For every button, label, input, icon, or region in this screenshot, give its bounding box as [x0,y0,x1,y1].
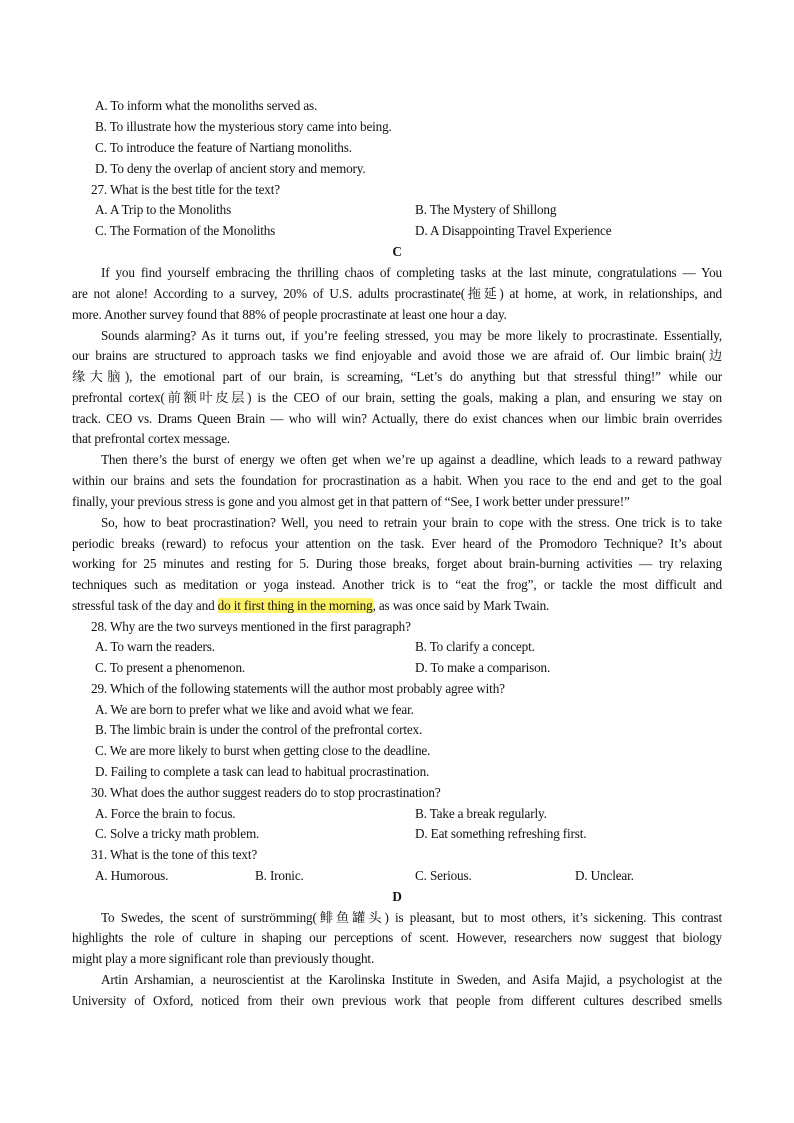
passage-c-line: techniques such as meditation or yoga instead. Another trick is to “eat the frog”, or tackle the most difficult and [72,577,722,592]
q30-option-c: C. Solve a tricky math problem. [95,826,260,841]
q30-option-b: B. Take a break regularly. [415,806,547,821]
q31-option-b: B. Ironic. [255,868,304,883]
q31-option-d: D. Unclear. [575,868,634,883]
passage-d-line: Artin Arshamian, a neuroscientist at the Karolinska Institute in Sweden, and Asifa Majid, a psychologist at the [101,972,722,987]
q30-question: 30. What does the author suggest readers do to stop procrastination? [91,785,441,800]
q29-option-d: D. Failing to complete a task can lead to habitual procrastination. [95,764,430,779]
passage-c-line: working for 25 minutes and resting for 5. During those breaks, forget about brain-burning activities — try relaxing [72,556,722,571]
passage-c-line: are not alone! According to a survey, 20% of U.S. adults procrastinate(拖延) at home, at work, in relationships, and [72,286,722,301]
passage-c-text: , as was once said by Mark Twain. [372,598,550,613]
q28-option-b: B. To clarify a concept. [415,639,535,654]
q26-option-a: A. To inform what the monoliths served as. [95,98,318,113]
q29-option-c: C. We are more likely to burst when getting close to the deadline. [95,743,431,758]
q31-question: 31. What is the tone of this text? [91,847,258,862]
q28-option-a: A. To warn the readers. [95,639,215,654]
q27-option-a: A. A Trip to the Monoliths [95,202,232,217]
section-heading-d: D [392,889,402,904]
q30-option-d: D. Eat something refreshing first. [415,826,587,841]
passage-d-line: University of Oxford, noticed from their own previous work that people from different cultures described smells [72,993,722,1008]
passage-c-line: Sounds alarming? As it turns out, if you’re feeling stressed, you may be more likely to procrastinate. Essentially, [101,328,722,343]
passage-c-line: finally, your previous stress is gone and you almost get in that pattern of “See, I work better under pressure!” [72,494,630,509]
q31-option-a: A. Humorous. [95,868,169,883]
passage-c-line: within our brains and sets the foundation for procrastination as a habit. When you race to the end and get to the goal [72,473,722,488]
q28-option-c: C. To present a phenomenon. [95,660,246,675]
passage-c-line: track. CEO vs. Drams Queen Brain — who will win? Actually, there do exist chances when our limbic brain overrides [72,411,722,426]
passage-c-line: our brains are structured to approach tasks we find enjoyable and avoid those we are afraid of. Our limbic brain(边 [72,348,722,363]
q27-option-b: B. The Mystery of Shillong [415,202,557,217]
passage-c-line: So, how to beat procrastination? Well, you need to retrain your brain to cope with the stress. One trick is to take [101,515,722,530]
q26-option-c: C. To introduce the feature of Nartiang monoliths. [95,140,352,155]
q27-option-c: C. The Formation of the Monoliths [95,223,276,238]
q29-question: 29. Which of the following statements will the author most probably agree with? [91,681,505,696]
passage-c-last-line [72,596,549,616]
q28-option-d: D. To make a comparison. [415,660,551,675]
passage-c-line: periodic breaks (reward) to refocus your attention on the task. Ever heard of the Promodoro Technique? It’s about [72,536,722,551]
highlighted-phrase: do it first thing in the morning [217,598,373,613]
q28-question: 28. Why are the two surveys mentioned in the first paragraph? [91,619,411,634]
q29-option-b: B. The limbic brain is under the control of the prefrontal cortex. [95,722,423,737]
passage-d-line: To Swedes, the scent of surströmming(鲱鱼罐头) is pleasant, but to most others, it’s sickening. This contrast [101,910,722,925]
q26-option-b: B. To illustrate how the mysterious story came into being. [95,119,392,134]
passage-c-line: 缘大脑), the emotional part of our brain, is screaming, “Let’s do anything but that stressful thing!” while our [72,369,722,384]
q29-option-a: A. We are born to prefer what we like and avoid what we fear. [95,702,414,717]
passage-c-line: Then there’s the burst of energy we often get when we’re up against a deadline, which leads to a reward pathway [101,452,722,467]
passage-d-line: highlights the role of culture in shaping our perceptions of scent. However, researchers now suggest that biology [72,930,722,945]
passage-c-line: If you find yourself embracing the thrilling chaos of completing tasks at the last minute, congratulations — You [101,265,722,280]
q30-option-a: A. Force the brain to focus. [95,806,236,821]
passage-c-text: stressful task of the day and [72,598,218,613]
passage-c-line: that prefrontal cortex message. [72,431,230,446]
section-heading-c: C [392,244,402,259]
q27-question: 27. What is the best title for the text? [91,182,280,197]
q26-option-d: D. To deny the overlap of ancient story and memory. [95,161,366,176]
passage-d-line: might play a more significant role than previously thought. [72,951,375,966]
passage-c-line: more. Another survey found that 88% of people procrastinate at least one hour a day. [72,307,507,322]
passage-c-line: prefrontal cortex(前额叶皮层) is the CEO of our brain, setting the goals, making a plan, and ensuring we stay on [72,390,722,405]
q31-option-c: C. Serious. [415,868,472,883]
q27-option-d: D. A Disappointing Travel Experience [415,223,612,238]
